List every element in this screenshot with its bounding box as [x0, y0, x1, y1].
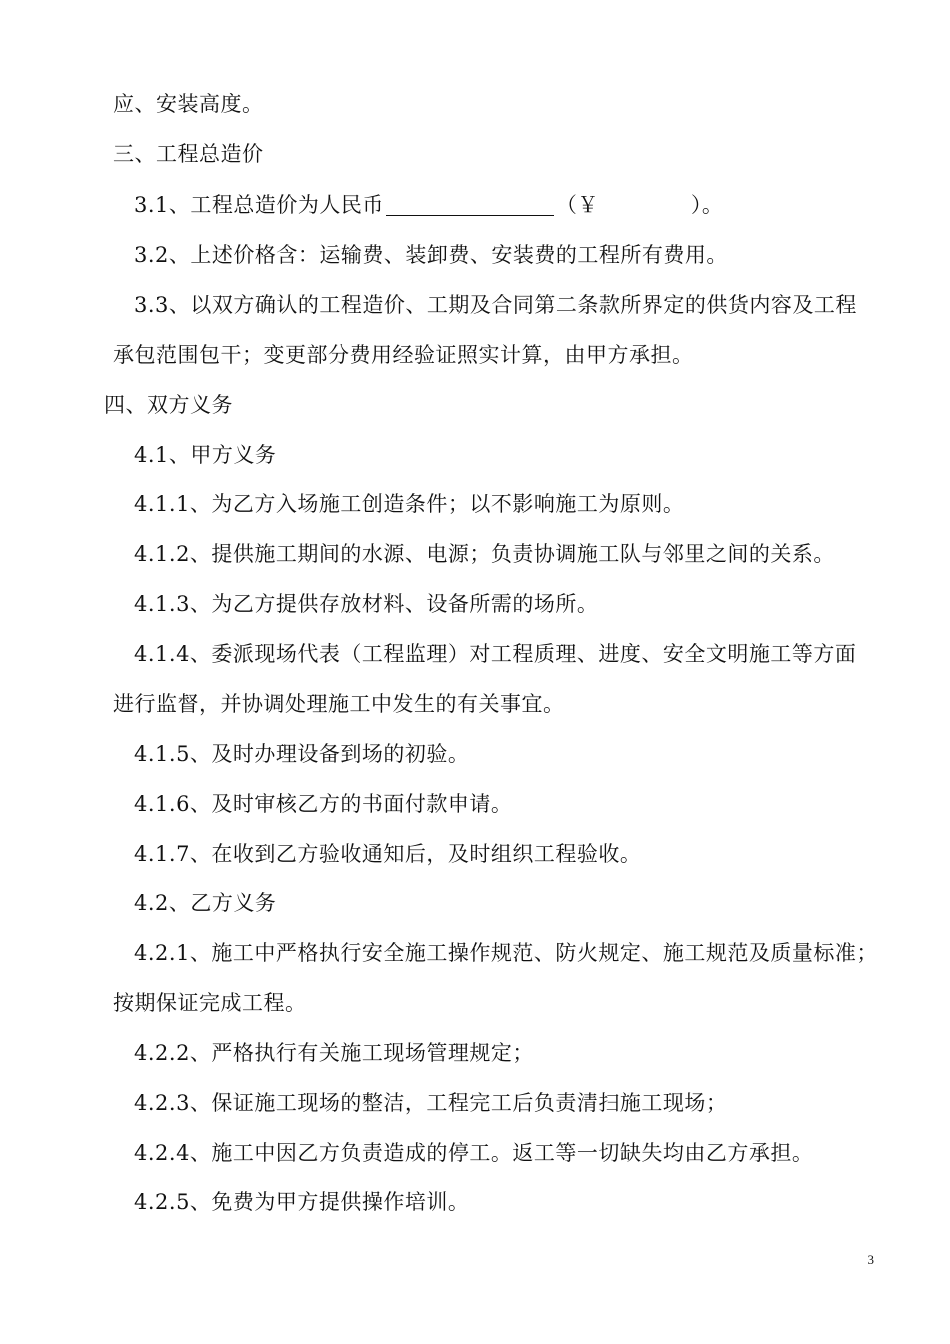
- section-heading: 四、双方义务: [104, 393, 233, 417]
- clause-line: 3.3、以双方确认的工程造价、工期及合同第二条款所界定的供货内容及工程: [134, 293, 857, 317]
- clause-line: 4.2.3、保证施工现场的整洁，工程完工后负责清扫施工现场；: [134, 1091, 728, 1115]
- clause-line: 4.1.3、为乙方提供存放材料、设备所需的场所。: [134, 592, 599, 616]
- clause-line: 4.1.6、及时审核乙方的书面付款申请。: [134, 792, 513, 816]
- clause-line: 4.1.2、提供施工期间的水源、电源；负责协调施工队与邻里之间的关系。: [134, 542, 835, 566]
- clause-line: 4.2.4、施工中因乙方负责造成的停工。返工等一切缺失均由乙方承担。: [134, 1141, 814, 1165]
- price-paren-open: （￥: [555, 193, 599, 217]
- section-heading: 三、工程总造价: [113, 142, 264, 166]
- price-clause-line: [134, 191, 723, 219]
- clause-line: 4.2.1、施工中严格执行安全施工操作规范、防火规定、施工规范及质量标准；: [134, 941, 878, 965]
- clause-line: 4.2.2、严格执行有关施工现场管理规定；: [134, 1041, 534, 1065]
- clause-line: 4.2.5、免费为甲方提供操作培训。: [134, 1190, 470, 1214]
- clause-line: 4.1.1、为乙方入场施工创造条件；以不影响施工为原则。: [134, 492, 685, 516]
- clause-line: 4.1.4、委派现场代表（工程监理）对工程质理、进度、安全文明施工等方面: [134, 642, 857, 666]
- subsection-heading: 4.1、甲方义务: [134, 443, 277, 467]
- price-paren-close: ）。: [690, 193, 724, 217]
- clause-line: 4.1.5、及时办理设备到场的初验。: [134, 742, 470, 766]
- subsection-heading: 4.2、乙方义务: [134, 891, 277, 915]
- paragraph-line: 应、安装高度。: [113, 92, 264, 116]
- clause-continuation: 承包范围包干；变更部分费用经验证照实计算，由甲方承担。: [113, 343, 694, 367]
- clause-continuation: 进行监督，并协调处理施工中发生的有关事宜。: [113, 692, 565, 716]
- clause-line: 3.2、上述价格含：运输费、装卸费、安装费的工程所有费用。: [134, 243, 728, 267]
- price-clause-text: 3.1、工程总造价为人民币: [134, 193, 384, 217]
- clause-continuation: 按期保证完成工程。: [113, 991, 307, 1015]
- clause-line: 4.1.7、在收到乙方验收通知后，及时组织工程验收。: [134, 842, 642, 866]
- price-fill-blank: [386, 193, 554, 216]
- page-number: 3: [867, 1252, 874, 1267]
